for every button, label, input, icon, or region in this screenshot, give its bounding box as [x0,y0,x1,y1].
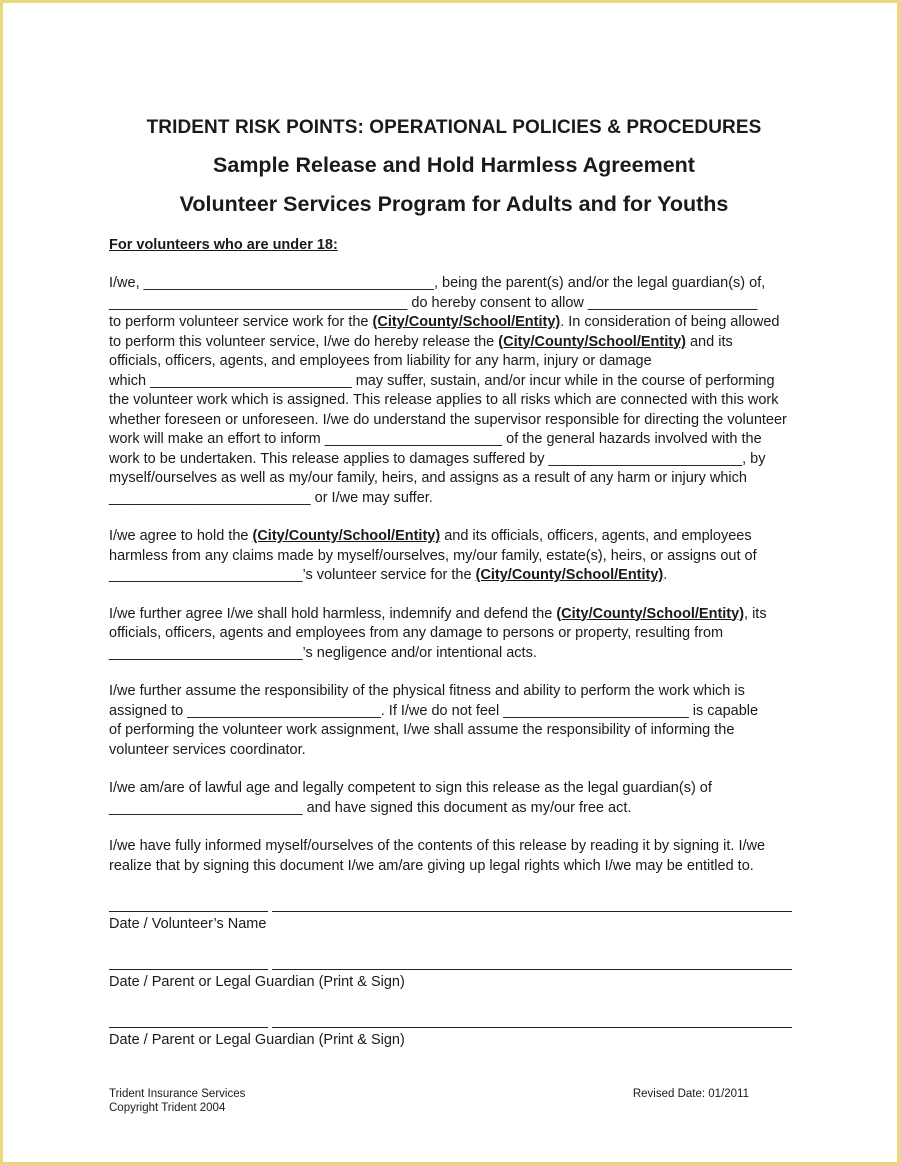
doc-subtitle: Volunteer Services Program for Adults and for Youths [179,192,729,216]
hold-harmless-paragraph [109,527,799,586]
text-fragment: I/we agree to hold the [109,528,253,544]
entity-placeholder: (City/County/School/Entity) [252,528,441,544]
release-paragraph [109,274,799,508]
footer-company: Trident Insurance Services [109,1088,246,1100]
text-line: I/we have fully informed myself/ourselves of the contents of this release by reading it by signing it. I/we [109,838,766,854]
text-fragment: I/we further agree I/we shall hold harmless, indemnify and defend the [109,605,557,622]
text-line: officials, officers, agents and employees from any damage to persons or property, resulting from [109,625,724,641]
text-line: of performing the volunteer work assignment, I/we shall assume the responsibility of informing the [109,722,735,738]
page-footer [109,1087,749,1115]
text-fragment: . In consideration of being allowed [560,314,780,330]
text-line: whether foreseen or unforeseen. I/we do understand the supervisor responsible for directing the volunteer [109,411,787,428]
signature-label: Date / Parent or Legal Guardian (Print & Sign) [109,1032,405,1048]
signature-label: Date / Volunteer’s Name [109,916,267,932]
text-line: the volunteer work which is assigned. This release applies to all risks which are connected with this work [109,392,779,408]
indemnify-paragraph [109,605,799,664]
text-line [109,566,799,586]
text-line: which _________________________ may suffer, sustain, and/or incur while in the course of performing [109,372,775,389]
lawful-age-paragraph [109,779,799,818]
entity-placeholder: (City/County/School/Entity) [372,314,561,330]
signature-block-guardian-2 [109,1026,799,1084]
text-line: assigned to ________________________. If I/we do not feel _______________________ is capable [109,702,759,719]
text-line: _________________________ or I/we may suffer. [109,489,433,506]
text-line: volunteer services coordinator. [109,741,306,758]
text-line: I/we further assume the responsibility of the physical fitness and ability to perform the work which is [109,683,745,699]
name-signature-line[interactable] [272,910,792,912]
text-line: _____________________________________ do hereby consent to allow _____________________ [109,294,758,311]
text-line: I/we, ____________________________________, being the parent(s) and/or the legal guardian(s) of, [109,275,766,291]
text-line: work will make an effort to inform ______________________ of the general hazards involved with the [109,431,762,447]
text-fragment: to perform volunteer service work for the [109,314,373,330]
text-line [109,605,799,625]
text-fragment: and its officials, officers, agents, and employees [440,528,752,544]
text-line: ________________________ and have signed this document as my/our free act. [109,799,632,816]
section-heading: For volunteers who are under 18: [109,237,338,253]
text-line [109,527,799,547]
text-line: work to be undertaken. This release applies to damages suffered by ________________________, by [109,450,766,467]
text-line: officials, officers, agents, and employees from liability for any harm, injury or damage [109,353,652,369]
text-line: myself/ourselves as well as my/our family, heirs, and assigns as a result of any harm or injury which [109,470,747,486]
text-line: I/we am/are of lawful age and legally competent to sign this release as the legal guardian(s) of [109,780,712,796]
doc-header-line1: TRIDENT RISK POINTS: OPERATIONAL POLICIES & PROCEDURES [146,117,762,138]
text-fragment: , its [744,605,767,622]
name-signature-line[interactable] [272,1026,792,1028]
text-fragment: . [663,567,668,583]
date-signature-line[interactable] [109,968,268,970]
text-fragment: and its [685,333,733,350]
text-line [109,333,799,353]
name-signature-line[interactable] [272,968,792,970]
signature-block-guardian-1 [109,968,799,1026]
text-line: harmless from any claims made by myself/ourselves, my/our family, estate(s), heirs, or assigns out of [109,547,757,564]
text-line: realize that by signing this document I/we am/are giving up legal rights which I/we may be entitled to. [109,857,754,874]
date-signature-line[interactable] [109,910,268,912]
text-line: ________________________’s negligence and/or intentional acts. [109,644,537,661]
text-fragment: to perform this volunteer service, I/we do hereby release the [109,333,499,350]
fitness-paragraph [109,682,799,760]
footer-copyright: Copyright Trident 2004 [109,1102,226,1114]
entity-placeholder: (City/County/School/Entity) [498,333,686,350]
informed-paragraph [109,837,799,876]
signature-label: Date / Parent or Legal Guardian (Print & Sign) [109,974,405,990]
text-line [109,313,799,333]
date-signature-line[interactable] [109,1026,268,1028]
entity-placeholder: (City/County/School/Entity) [475,567,664,583]
entity-placeholder: (City/County/School/Entity) [556,605,745,622]
text-fragment: ________________________’s volunteer service for the [109,567,476,583]
document-content [109,117,799,1084]
doc-title: Sample Release and Hold Harmless Agreement [213,153,695,177]
signature-block-volunteer [109,910,799,968]
footer-revised-date: Revised Date: 01/2011 [632,1088,749,1100]
